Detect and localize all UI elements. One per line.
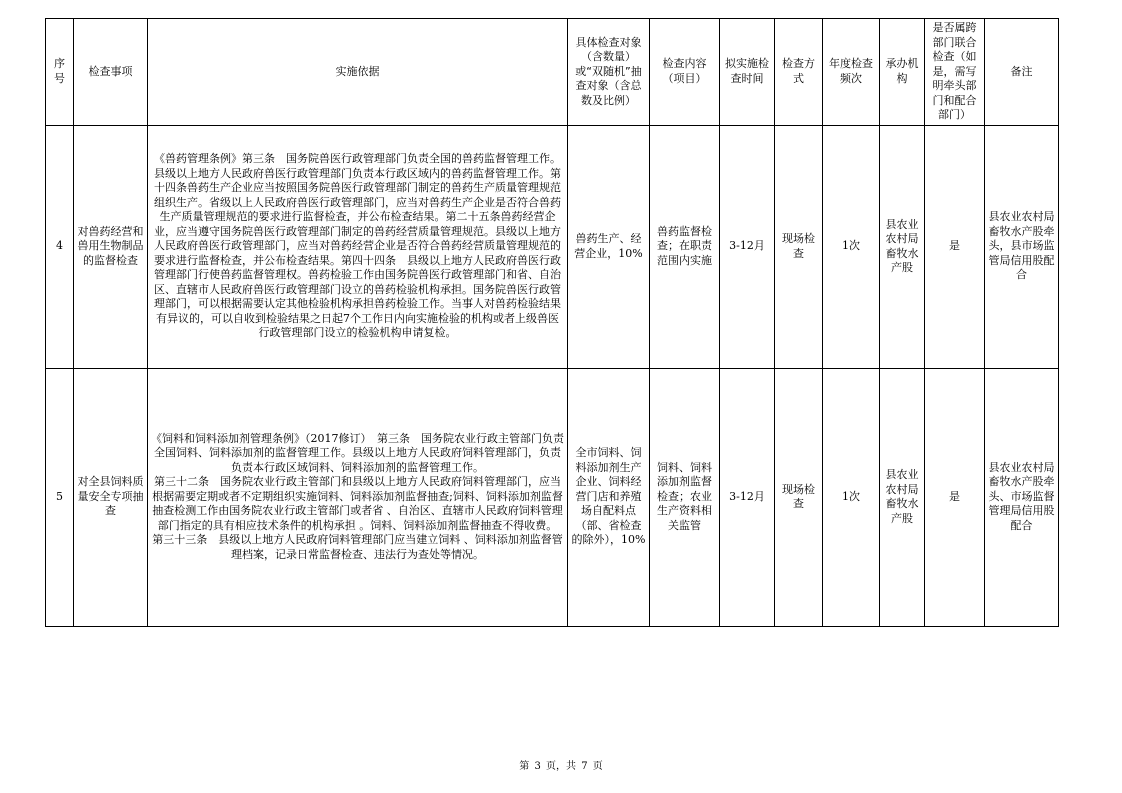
row-basis: 《饲料和饲料添加剂管理条例》（2017修订） 第三条 国务院农业行政主管部门负责全国饲料、饲料添加剂的监督管理工作。县级以上地方人民政府饲料管理部门，负责负责本行政区域饲料、饲料添加剂的监督管理工作。 第三十二条 国务院农业行政主管部门和县级以上地方人民政府饲料管理部门，应当根据需要定期或者不定期组织实施饲料、饲料添加剂监督抽查;饲料、饲料添加剂监督抽查检测工作由国务院农业行政主管部门或者省 、自治区、直辖市人民政府饲料管理部门指定的具有相应技术条件的机构承担 。饲料、饲料添加剂监督抽查不得收费。 第三十三条 县级以上地方人民政府饲料管理部门应当建立饲料 、饲料添加剂监督管理档案，记录日常监督检查、违法行为查处等情况。 xyxy=(148,368,568,626)
page-footer xyxy=(0,757,1122,772)
row-content: 兽药监督检查；在职责范围内实施 xyxy=(650,125,720,368)
inspection-plan-table xyxy=(45,18,1059,627)
header-item: 检查事项 xyxy=(74,19,148,126)
header-joint: 是否属跨部门联合检查（如是，需写明牵头部门和配合部门） xyxy=(925,19,985,126)
row-remark: 县农业农村局畜牧水产股牵头、市场监督管理局信用股配合 xyxy=(985,368,1059,626)
row-time: 3-12月 xyxy=(720,125,775,368)
row-item: 对全县饲料质量安全专项抽查 xyxy=(74,368,148,626)
row-basis: 《兽药管理条例》第三条 国务院兽医行政管理部门负责全国的兽药监督管理工作。县级以上地方人民政府兽医行政管理部门负责本行政区域内的兽药监督管理工作。第十四条兽药生产企业应当按照国务院兽医行政管理部门制定的兽药生产质量管理规范组织生产。省级以上人民政府兽医行政管理部门，应当对兽药生产企业是否符合兽药生产质量管理规范的要求进行监督检查，并公布检查结果。第二十五条兽药经营企业，应当遵守国务院兽医行政管理部门制定的兽药经营质量管理规范。县级以上地方人民政府兽医行政管理部门，应当对兽药经营企业是否符合兽药经营质量管理规范的要求进行监督检查，并公布检查结果。第四十四条 县级以上地方人民政府兽医行政管理部门行使兽药监督管理权。兽药检验工作由国务院兽医行政管理部门和省、自治区、直辖市人民政府兽医行政管理部门设立的兽药检验机构承担。国务院兽医行政管理部门，可以根据需要认定其他检验机构承担兽药检验工作。当事人对兽药检验结果有异议的，可以自收到检验结果之日起7个工作日内向实施检验的机构或者上级兽医行政管理部门设立的检验机构申请复检。 xyxy=(148,125,568,368)
header-object: 具体检查对象（含数量）或“双随机”抽查对象（含总数及比例） xyxy=(568,19,650,126)
footer-current-page: 3 xyxy=(534,761,541,772)
header-basis: 实施依据 xyxy=(148,19,568,126)
row-frequency: 1次 xyxy=(823,368,880,626)
row-method: 现场检查 xyxy=(775,125,823,368)
header-row xyxy=(46,19,1059,126)
row-object: 兽药生产、经营企业，10% xyxy=(568,125,650,368)
row-item: 对兽药经营和兽用生物制品的监督检查 xyxy=(74,125,148,368)
header-content: 检查内容（项目） xyxy=(650,19,720,126)
row-method: 现场检查 xyxy=(775,368,823,626)
row-joint: 是 xyxy=(925,368,985,626)
row-agency: 县农业农村局畜牧水产股 xyxy=(880,125,925,368)
header-frequency: 年度检查频次 xyxy=(823,19,880,126)
row-object: 全市饲料、饲料添加剂生产企业、饲料经营门店和养殖场自配料点（部、省检查的除外），10% xyxy=(568,368,650,626)
footer-mid: 页，共 xyxy=(546,761,576,772)
row-agency: 县农业农村局畜牧水产股 xyxy=(880,368,925,626)
row-time: 3-12月 xyxy=(720,368,775,626)
footer-total-pages: 7 xyxy=(581,761,588,772)
table-row xyxy=(46,368,1059,626)
row-seq: 5 xyxy=(46,368,74,626)
row-frequency: 1次 xyxy=(823,125,880,368)
row-remark: 县农业农村局畜牧水产股牵头，县市场监管局信用股配合 xyxy=(985,125,1059,368)
row-content: 饲料、饲料添加剂监督检查；农业生产资料相关监管 xyxy=(650,368,720,626)
header-agency: 承办机构 xyxy=(880,19,925,126)
header-seq: 序号 xyxy=(46,19,74,126)
header-method: 检查方式 xyxy=(775,19,823,126)
footer-prefix: 第 xyxy=(519,761,530,772)
row-joint: 是 xyxy=(925,125,985,368)
row-seq: 4 xyxy=(46,125,74,368)
header-time: 拟实施检查时间 xyxy=(720,19,775,126)
header-remark: 备注 xyxy=(985,19,1059,126)
footer-suffix: 页 xyxy=(592,761,603,772)
table-row xyxy=(46,125,1059,368)
